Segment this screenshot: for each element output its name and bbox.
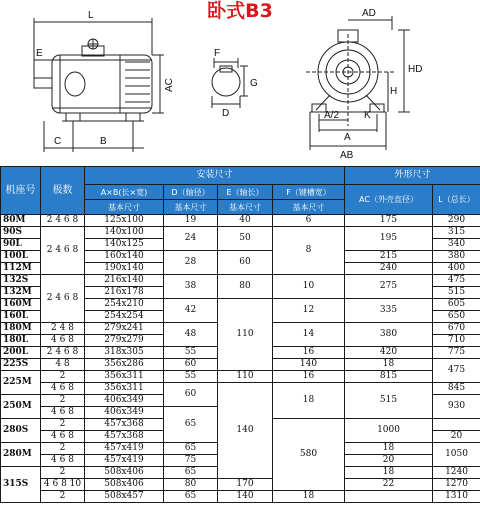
motor-body-side (52, 55, 152, 113)
header-poles: 极数 (41, 167, 85, 215)
cell-poles: 2 4 6 8 (41, 275, 85, 323)
cell-d: 60 (164, 359, 218, 371)
cell-f: 18 (345, 467, 433, 479)
cell-e: 60 (218, 251, 273, 275)
cell-axb: 457x419 (85, 455, 164, 467)
cell-poles: 2 4 6 8 (41, 227, 85, 275)
cell-frame: 225S (1, 359, 41, 371)
dim-label-F: F (214, 48, 221, 59)
cell-frame: 160M (1, 299, 41, 311)
cell-poles: 2 4 6 8 (41, 215, 85, 227)
cell-ac: 515 (345, 383, 433, 419)
header-base-f: 基本尺寸 (273, 200, 345, 215)
cell-poles: 2 (41, 443, 85, 455)
cell-l: 845 (433, 383, 480, 395)
dim-label-AC: AC (164, 78, 175, 92)
cell-e: 50 (218, 227, 273, 251)
cell-f: 18 (345, 443, 433, 455)
cell-d: 65 (164, 467, 218, 479)
cell-axb: 190x140 (85, 263, 164, 275)
cell-frame: 180L (1, 335, 41, 347)
cell-f: 18 (273, 383, 345, 419)
dim-label-A: A (344, 132, 351, 143)
header-base-d: 基本尺寸 (164, 200, 218, 215)
cell-frame: 132M (1, 287, 41, 299)
cell-ac: 240 (345, 263, 433, 275)
cell-frame: 90L (1, 239, 41, 251)
dim-label-G: G (250, 78, 258, 89)
header-outline-dimensions: 外形尺寸 (345, 167, 480, 185)
cell-poles: 2 (41, 371, 85, 383)
cell-e: 40 (218, 215, 273, 227)
cell-frame: 112M (1, 263, 41, 275)
cell-d: 42 (164, 299, 218, 323)
header-d: D（轴径） (164, 185, 218, 200)
cell-l: 1000 (345, 419, 433, 443)
cell-d: 38 (164, 275, 218, 299)
cell-frame: 100L (1, 251, 41, 263)
cell-ac: 335 (345, 299, 433, 323)
cell-axb: 406x349 (85, 395, 164, 407)
cell-poles: 4 8 (41, 359, 85, 371)
cell-axb: 457x368 (85, 419, 164, 431)
cell-l: 380 (433, 251, 480, 263)
dim-label-B: B (100, 136, 107, 147)
dim-label-A2: A/2 (324, 110, 340, 121)
header-install-dimensions: 安装尺寸 (85, 167, 345, 185)
cell-axb: 457x419 (85, 443, 164, 455)
cell-d: 19 (164, 215, 218, 227)
cell-d: 55 (164, 371, 218, 383)
cell-d: 65 (164, 407, 218, 443)
cell-e: 140 (218, 383, 273, 479)
cell-ac: 215 (345, 251, 433, 263)
cell-axb: 254x254 (85, 311, 164, 323)
cell-axb: 279x241 (85, 323, 164, 335)
cell-poles: 4 6 8 (41, 407, 85, 419)
cell-poles: 2 (41, 467, 85, 479)
cell-axb: 254x210 (85, 299, 164, 311)
cell-f: 20 (345, 455, 433, 467)
header-ac: AC（外壳直径） (345, 185, 433, 215)
cell-f: 6 (273, 215, 345, 227)
cell-l: 315 (433, 227, 480, 239)
cell-frame: 132S (1, 275, 41, 287)
cell-f: 18 (273, 491, 345, 503)
cell-axb: 508x457 (85, 491, 164, 503)
cell-frame: 280M (1, 443, 41, 467)
cell-axb: 508x406 (85, 479, 164, 491)
cell-frame: 160L (1, 311, 41, 323)
header-base-axb: 基本尺寸 (85, 200, 164, 215)
cell-poles: 4 6 8 (41, 335, 85, 347)
dim-label-C: C (54, 136, 62, 147)
dim-label-E: E (36, 48, 43, 59)
cell-ac (345, 491, 433, 503)
cell-d: 55 (164, 347, 218, 359)
cell-l: 340 (433, 239, 480, 251)
cell-ac: 195 (345, 227, 433, 251)
cell-poles: 4 6 8 (41, 455, 85, 467)
cell-d: 75 (164, 455, 218, 467)
cell-axb: 216x178 (85, 287, 164, 299)
cell-poles: 2 (41, 491, 85, 503)
cell-f: 18 (345, 359, 433, 371)
cell-e: 170 (218, 479, 273, 491)
cell-axb: 140x100 (85, 227, 164, 239)
cell-l: 605 (433, 299, 480, 311)
cell-frame: 280S (1, 419, 41, 443)
cell-axb: 279x279 (85, 335, 164, 347)
header-e: E（轴长） (218, 185, 273, 200)
cell-l: 710 (433, 335, 480, 347)
header-frame-number: 机座号 (1, 167, 41, 215)
cell-ac: 475 (433, 359, 480, 383)
cell-f: 8 (273, 227, 345, 275)
cell-poles: 2 (41, 419, 85, 431)
cell-f: 22 (345, 479, 433, 491)
dim-label-HD: HD (408, 64, 423, 75)
cell-l: 1050 (433, 443, 480, 467)
dim-label-AD: AD (362, 8, 376, 19)
cell-e: 140 (273, 359, 345, 371)
cell-f: 20 (433, 431, 480, 443)
cell-poles: 2 4 6 8 (41, 347, 85, 359)
cell-d: 24 (164, 227, 218, 251)
cell-l: 1240 (433, 467, 480, 479)
cell-ac: 175 (345, 215, 433, 227)
cell-poles: 2 (41, 395, 85, 407)
cell-frame: 80M (1, 215, 41, 227)
cell-d: 48 (164, 323, 218, 347)
dim-label-AB: AB (340, 150, 354, 161)
cell-ac: 580 (273, 419, 345, 491)
cell-frame: 90S (1, 227, 41, 239)
header-l: L（总长） (433, 185, 480, 215)
page-title: 卧式B3 (207, 0, 273, 22)
cell-d: 65 (164, 491, 218, 503)
cell-axb: 508x406 (85, 467, 164, 479)
cell-l: 1270 (433, 479, 480, 491)
cell-ac: 420 (345, 347, 433, 359)
cell-frame: 250M (1, 395, 41, 419)
cell-axb: 140x125 (85, 239, 164, 251)
cell-l: 1310 (433, 491, 480, 503)
motor-endcap (65, 72, 85, 96)
cell-f: 16 (273, 347, 345, 359)
cell-axb: 318x305 (85, 347, 164, 359)
cell-axb: 216x140 (85, 275, 164, 287)
cell-e: 110 (218, 299, 273, 371)
cell-f: 10 (273, 275, 345, 299)
cell-axb: 125x100 (85, 215, 164, 227)
cell-poles: 2 4 8 (41, 323, 85, 335)
cell-frame: 225M (1, 371, 41, 395)
cell-axb: 406x349 (85, 407, 164, 419)
cell-l: 290 (433, 215, 480, 227)
cell-d: 80 (164, 479, 218, 491)
dimension-spec-table (0, 166, 480, 503)
cell-l: 475 (433, 275, 480, 287)
cell-d: 28 (164, 251, 218, 275)
cell-frame: 315S (1, 467, 41, 503)
cell-e: 110 (218, 371, 273, 383)
cell-l: 930 (433, 395, 480, 419)
cell-l: 670 (433, 323, 480, 335)
header-f: F（键槽宽） (273, 185, 345, 200)
cell-l: 400 (433, 263, 480, 275)
cell-d: 60 (164, 383, 218, 407)
cell-axb: 356x311 (85, 383, 164, 395)
cell-l: 515 (433, 287, 480, 299)
cell-frame: 180M (1, 323, 41, 335)
cell-ac: 380 (345, 323, 433, 347)
cell-frame: 200L (1, 347, 41, 359)
cell-l: 650 (433, 311, 480, 323)
cell-axb: 457x368 (85, 431, 164, 443)
dim-label-H: H (390, 86, 398, 97)
cell-poles: 4 6 8 (41, 431, 85, 443)
cell-e: 140 (218, 491, 273, 503)
header-axb: A×B(长×宽) (85, 185, 164, 200)
cell-axb: 160x140 (85, 251, 164, 263)
cell-l: 775 (433, 347, 480, 359)
header-base-e: 基本尺寸 (218, 200, 273, 215)
cell-ac: 275 (345, 275, 433, 299)
cell-f: 12 (273, 299, 345, 323)
motor-dimension-drawing (0, 0, 480, 162)
cell-f: 16 (273, 371, 345, 383)
cell-axb: 356x311 (85, 371, 164, 383)
cell-d: 65 (164, 443, 218, 455)
cell-e: 80 (218, 275, 273, 299)
cell-poles: 4 6 8 (41, 383, 85, 395)
cell-axb: 356x286 (85, 359, 164, 371)
cell-l: 815 (345, 371, 433, 383)
cell-poles: 4 6 8 10 (41, 479, 85, 491)
dim-label-K: K (364, 110, 371, 121)
cell-f: 14 (273, 323, 345, 347)
dim-label-D: D (222, 108, 230, 119)
dim-label-L: L (88, 10, 94, 21)
shaft (34, 78, 52, 88)
